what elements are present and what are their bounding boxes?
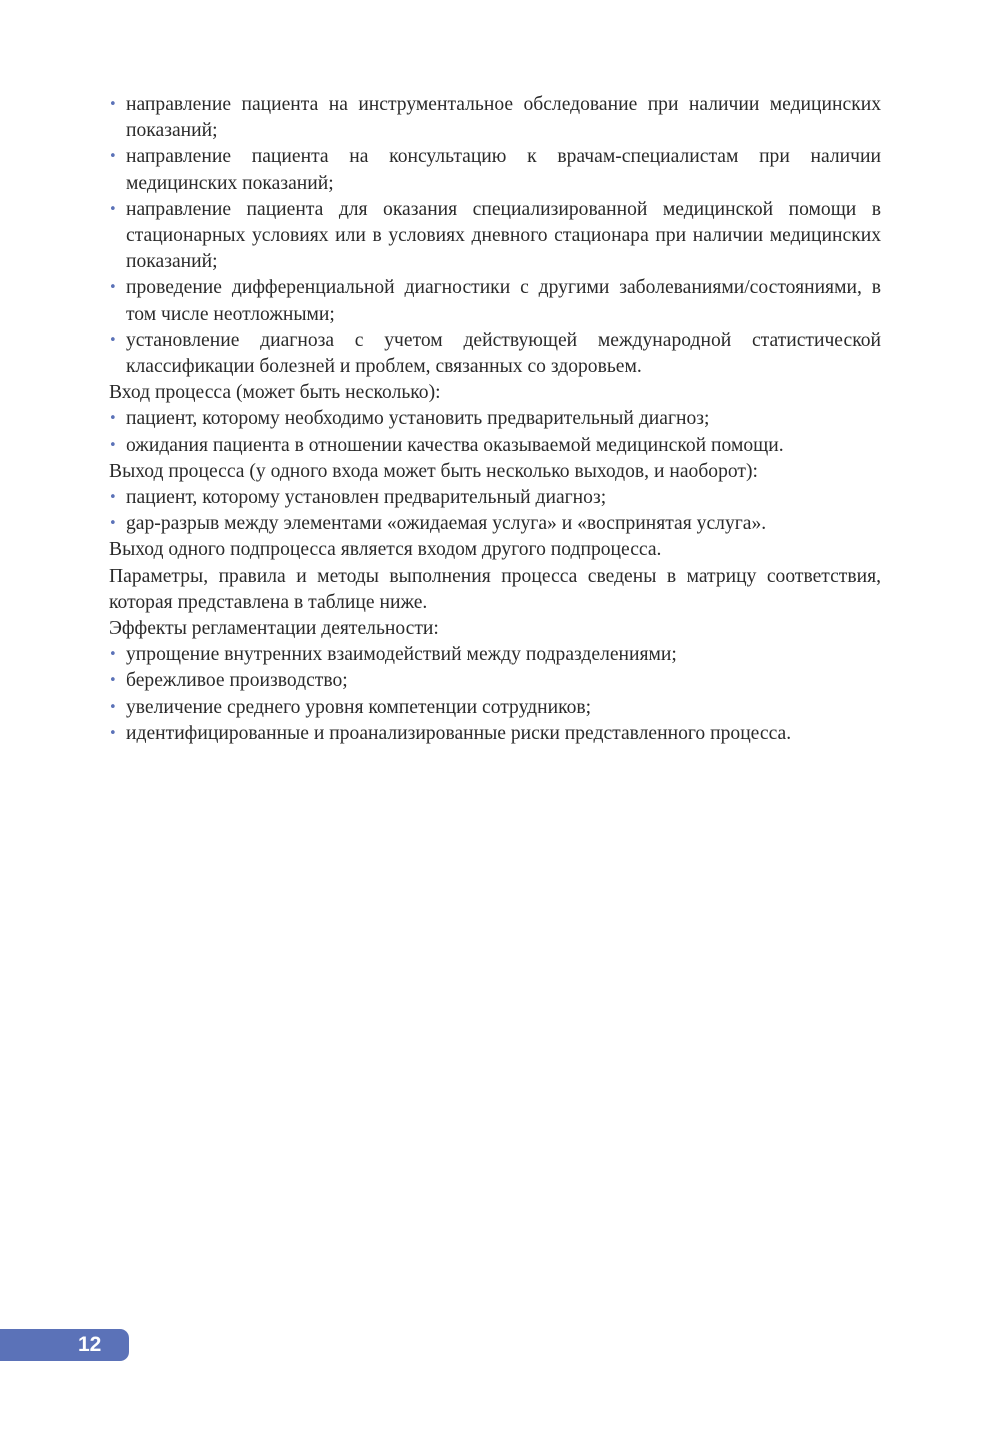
page-number-tab xyxy=(0,1329,129,1361)
parameters-paragraph: Параметры, правила и методы выполнения процесса сведены в матрицу соответствия, которая представлена в таблице ниже. xyxy=(109,565,881,613)
page-number: 12 xyxy=(78,1333,102,1356)
effects-list xyxy=(109,642,881,747)
page-body xyxy=(109,92,881,747)
list-item: • направление пациента на консультацию к врачам-специалистам при наличии медицинских показаний; xyxy=(109,144,881,196)
list-item: • направление пациента на инструментальное обследование при наличии медицинских показаний; xyxy=(109,92,881,144)
list-item: • проведение дифференциальной диагностики с другими заболеваниями/состояниями, в том числе неотложными; xyxy=(109,275,881,327)
list-item: • gap-разрыв между элементами «ожидаемая услуга» и «воспринятая услуга». xyxy=(109,511,881,537)
list-item: • пациент, которому установлен предварительный диагноз; xyxy=(109,485,881,511)
output-heading: Выход процесса (у одного входа может быть несколько выходов, и наоборот): xyxy=(109,460,758,482)
subprocess-paragraph: Выход одного подпроцесса является входом другого подпроцесса. xyxy=(109,539,662,561)
input-list xyxy=(109,406,881,458)
list-item: • установление диагноза с учетом действующей международной статистической классификации болезней и проблем, связанных со здоровьем. xyxy=(109,328,881,380)
list-item: • идентифицированные и проанализированные риски представленного процесса. xyxy=(109,721,881,747)
referral-list xyxy=(109,92,881,380)
list-item: • направление пациента для оказания специализированной медицинской помощи в стационарных условиях или в условиях дневного стационара при наличии медицинских показаний; xyxy=(109,197,881,276)
output-list xyxy=(109,485,881,537)
list-item: • бережливое производство; xyxy=(109,668,881,694)
list-item: • упрощение внутренних взаимодействий между подразделениями; xyxy=(109,642,881,668)
list-item: • увеличение среднего уровня компетенции сотрудников; xyxy=(109,695,881,721)
effects-heading: Эффекты регламентации деятельности: xyxy=(109,618,439,640)
input-heading: Вход процесса (может быть несколько): xyxy=(109,382,441,404)
list-item: • пациент, которому необходимо установить предварительный диагноз; xyxy=(109,406,881,432)
list-item: • ожидания пациента в отношении качества оказываемой медицинской помощи. xyxy=(109,433,881,459)
